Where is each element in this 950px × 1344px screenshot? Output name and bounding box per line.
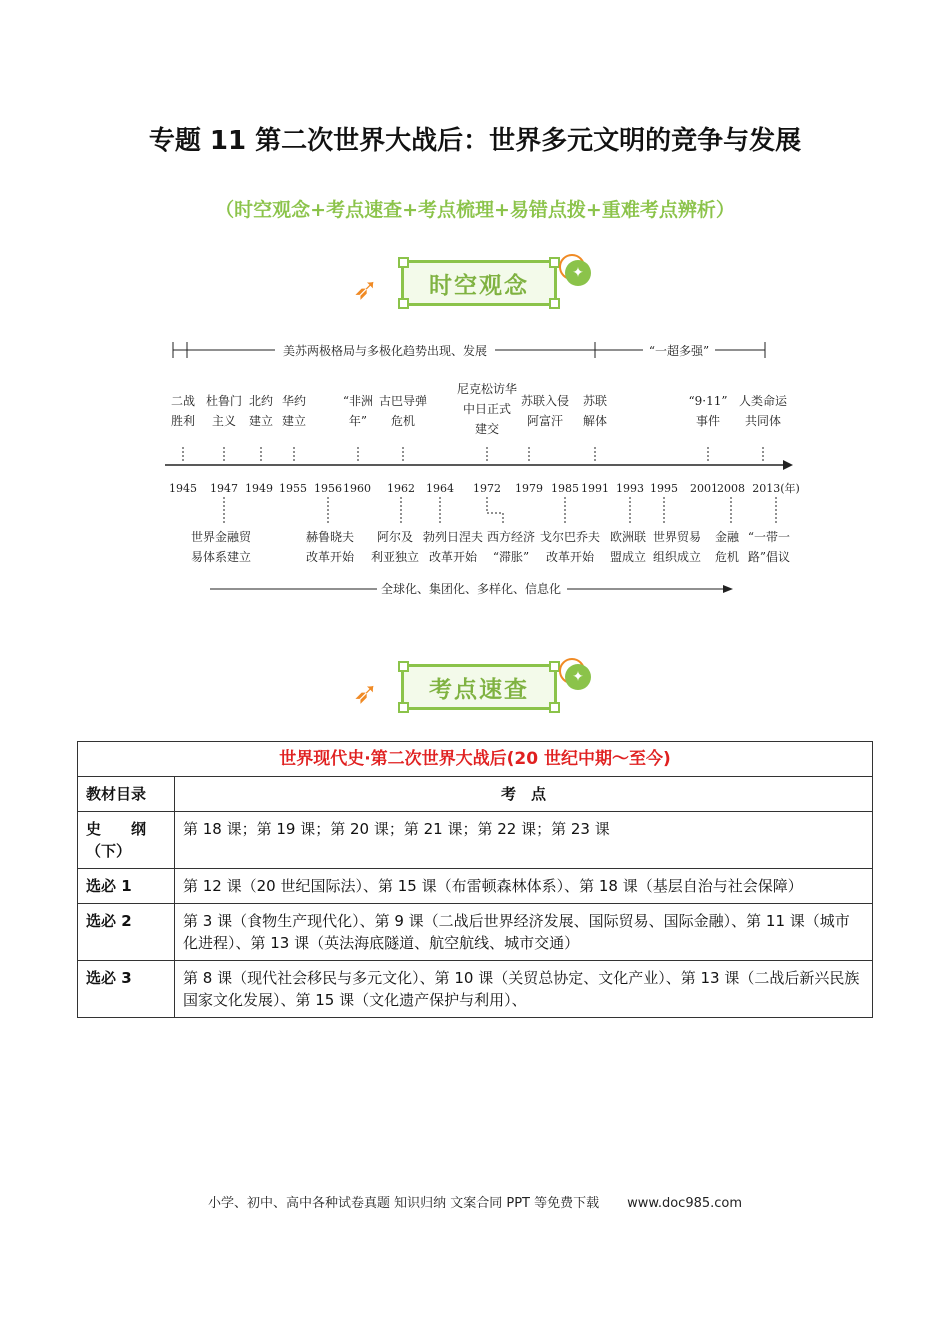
svg-text:危机: 危机	[390, 414, 416, 428]
table-row	[78, 961, 873, 1018]
period-one-superpower: “一超多强”	[648, 344, 710, 358]
top-event	[343, 393, 373, 463]
svg-text:1947: 1947	[210, 482, 238, 495]
top-event	[249, 394, 273, 463]
svg-text:1972: 1972	[473, 482, 501, 495]
exam-points-table	[77, 741, 873, 1018]
svg-text:利亚独立: 利亚独立	[370, 550, 420, 564]
bottom-event	[191, 529, 252, 564]
svg-text:古巴导弹: 古巴导弹	[378, 394, 428, 408]
svg-text:二战: 二战	[170, 394, 196, 408]
svg-text:主义: 主义	[211, 414, 237, 428]
svg-text:易体系建立: 易体系建立	[190, 550, 252, 564]
svg-text:北约: 北约	[248, 394, 274, 408]
svg-text:“滞胀”: “滞胀”	[492, 550, 530, 564]
svg-text:1979: 1979	[515, 482, 543, 495]
top-event	[521, 394, 569, 463]
svg-text:危机: 危机	[714, 550, 740, 564]
top-event	[739, 393, 788, 463]
svg-text:勃列日涅夫: 勃列日涅夫	[422, 530, 484, 544]
svg-text:2008: 2008	[717, 482, 745, 495]
top-event	[457, 381, 517, 463]
badge-label: 考点速查	[429, 676, 529, 703]
svg-text:年”: 年”	[348, 414, 368, 428]
svg-text:建立: 建立	[248, 414, 274, 428]
row-name: 选必 3	[78, 961, 175, 1018]
svg-text:1985: 1985	[551, 482, 579, 495]
row-name: 选必 1	[78, 869, 175, 904]
bottom-event	[748, 529, 790, 564]
svg-text:1962: 1962	[387, 482, 415, 495]
history-timeline	[165, 335, 805, 605]
svg-text:1964: 1964	[426, 482, 454, 495]
svg-text:世界金融贸: 世界金融贸	[190, 530, 252, 544]
top-event	[171, 393, 195, 463]
bottom-event	[306, 529, 355, 564]
svg-text:中日正式: 中日正式	[462, 402, 512, 416]
bottom-event	[371, 529, 419, 564]
row-content: 第 18 课；第 19 课；第 20 课；第 21 课；第 22 课；第 23 课	[175, 812, 873, 869]
page-subtitle: （时空观念+考点速查+考点梳理+易错点拨+重难考点辨析）	[215, 199, 735, 221]
svg-text:苏联: 苏联	[582, 394, 608, 408]
bottom-event	[653, 529, 701, 564]
svg-text:2013(年): 2013(年)	[752, 482, 800, 495]
svg-text:戈尔巴乔夫: 戈尔巴乔夫	[539, 530, 601, 544]
top-event	[583, 394, 607, 463]
svg-text:阿富汗: 阿富汗	[526, 414, 564, 428]
svg-text:赫鲁晓夫: 赫鲁晓夫	[305, 530, 355, 544]
svg-text:“一带一: “一带一	[747, 530, 791, 544]
svg-text:杜鲁门: 杜鲁门	[205, 394, 243, 408]
table-row	[78, 904, 873, 961]
row-content: 第 3 课（食物生产现代化）、第 9 课（二战后世界经济发展、国际贸易、国际金融）、第 11 课（城市化进程）、第 13 课（英法海底隧道、航空航线、城市交通）	[175, 904, 873, 961]
svg-text:2001: 2001	[690, 482, 718, 495]
svg-text:盟成立: 盟成立	[609, 550, 647, 564]
svg-text:建立: 建立	[281, 414, 307, 428]
row-content: 第 8 课（现代社会移民与多元文化）、第 10 课（关贸总协定、文化产业）、第 13 课（二战后新兴民族国家文化发展）、第 15 课（文化遗产保护与利用）、	[175, 961, 873, 1018]
section-badge-quicklookup	[345, 650, 615, 722]
bottom-event	[487, 529, 535, 564]
svg-text:路”倡议: 路”倡议	[747, 550, 791, 564]
table-heading: 世界现代史·第二次世界大战后(20 世纪中期～至今)	[78, 742, 873, 777]
svg-text:欧洲联: 欧洲联	[609, 530, 647, 544]
svg-text:阿尔及: 阿尔及	[376, 530, 414, 544]
svg-text:尼克松访华: 尼克松访华	[456, 382, 518, 396]
footer-text: 小学、初中、高中各种试卷真题 知识归纳 文案合同 PPT 等免费下载	[207, 1196, 600, 1211]
swoosh-arrow-icon: ➶	[353, 272, 379, 307]
badge-label: 时空观念	[429, 272, 529, 299]
ball-icon: ✦	[565, 664, 591, 690]
table-row	[78, 869, 873, 904]
svg-text:组织成立: 组织成立	[652, 550, 702, 564]
row-content: 第 12 课（20 世纪国际法）、第 15 课（布雷顿森林体系）、第 18 课（基层自治与社会保障）	[175, 869, 873, 904]
svg-text:共同体: 共同体	[744, 414, 782, 428]
column-header-textbook: 教材目录	[78, 777, 175, 812]
row-name: 选必 2	[78, 904, 175, 961]
svg-text:西方经济: 西方经济	[486, 530, 536, 544]
year-labels	[169, 481, 800, 495]
footer-url[interactable]: www.doc985.com	[627, 1196, 743, 1211]
svg-text:“9·11”: “9·11”	[688, 394, 728, 408]
bottom-event	[715, 529, 740, 564]
svg-text:1993: 1993	[616, 482, 644, 495]
table-row	[78, 812, 873, 869]
svg-text:改革开始: 改革开始	[428, 550, 478, 564]
svg-text:苏联入侵: 苏联入侵	[520, 394, 570, 408]
svg-text:金融: 金融	[714, 530, 740, 544]
svg-text:人类命运: 人类命运	[738, 394, 788, 408]
svg-text:“非洲: “非洲	[342, 394, 374, 408]
svg-text:1995: 1995	[650, 482, 678, 495]
svg-text:华约: 华约	[281, 394, 307, 408]
svg-text:1956: 1956	[314, 482, 342, 495]
svg-text:建交: 建交	[474, 422, 500, 436]
swoosh-arrow-icon: ➶	[353, 676, 379, 711]
svg-text:1955: 1955	[279, 482, 307, 495]
svg-text:世界贸易: 世界贸易	[652, 530, 702, 544]
svg-text:解体: 解体	[582, 414, 608, 428]
bottom-event	[540, 529, 600, 564]
top-event	[689, 394, 728, 463]
svg-text:1960: 1960	[343, 482, 371, 495]
svg-text:1949: 1949	[245, 482, 273, 495]
ball-icon: ✦	[565, 260, 591, 286]
svg-text:胜利: 胜利	[170, 414, 196, 428]
section-badge-spacetime	[345, 246, 615, 318]
top-event	[282, 393, 306, 463]
page-title: 专题 11 第二次世界大战后：世界多元文明的竞争与发展	[148, 126, 802, 156]
svg-text:事件: 事件	[695, 414, 721, 428]
svg-text:改革开始: 改革开始	[305, 550, 355, 564]
svg-text:1991: 1991	[581, 482, 609, 495]
svg-text:1945: 1945	[169, 482, 197, 495]
period-bipolar: 美苏两极格局与多极化趋势出现、发展	[282, 344, 488, 358]
top-event	[206, 393, 242, 463]
globalization-band: 全球化、集团化、多样化、信息化	[380, 582, 562, 596]
svg-text:改革开始: 改革开始	[545, 550, 595, 564]
top-event	[379, 393, 427, 463]
column-header-points: 考 点	[175, 777, 873, 812]
page-footer	[0, 1192, 950, 1211]
bottom-event	[610, 530, 646, 564]
row-name: 史 纲（下）	[78, 812, 175, 869]
bottom-event	[423, 529, 483, 564]
